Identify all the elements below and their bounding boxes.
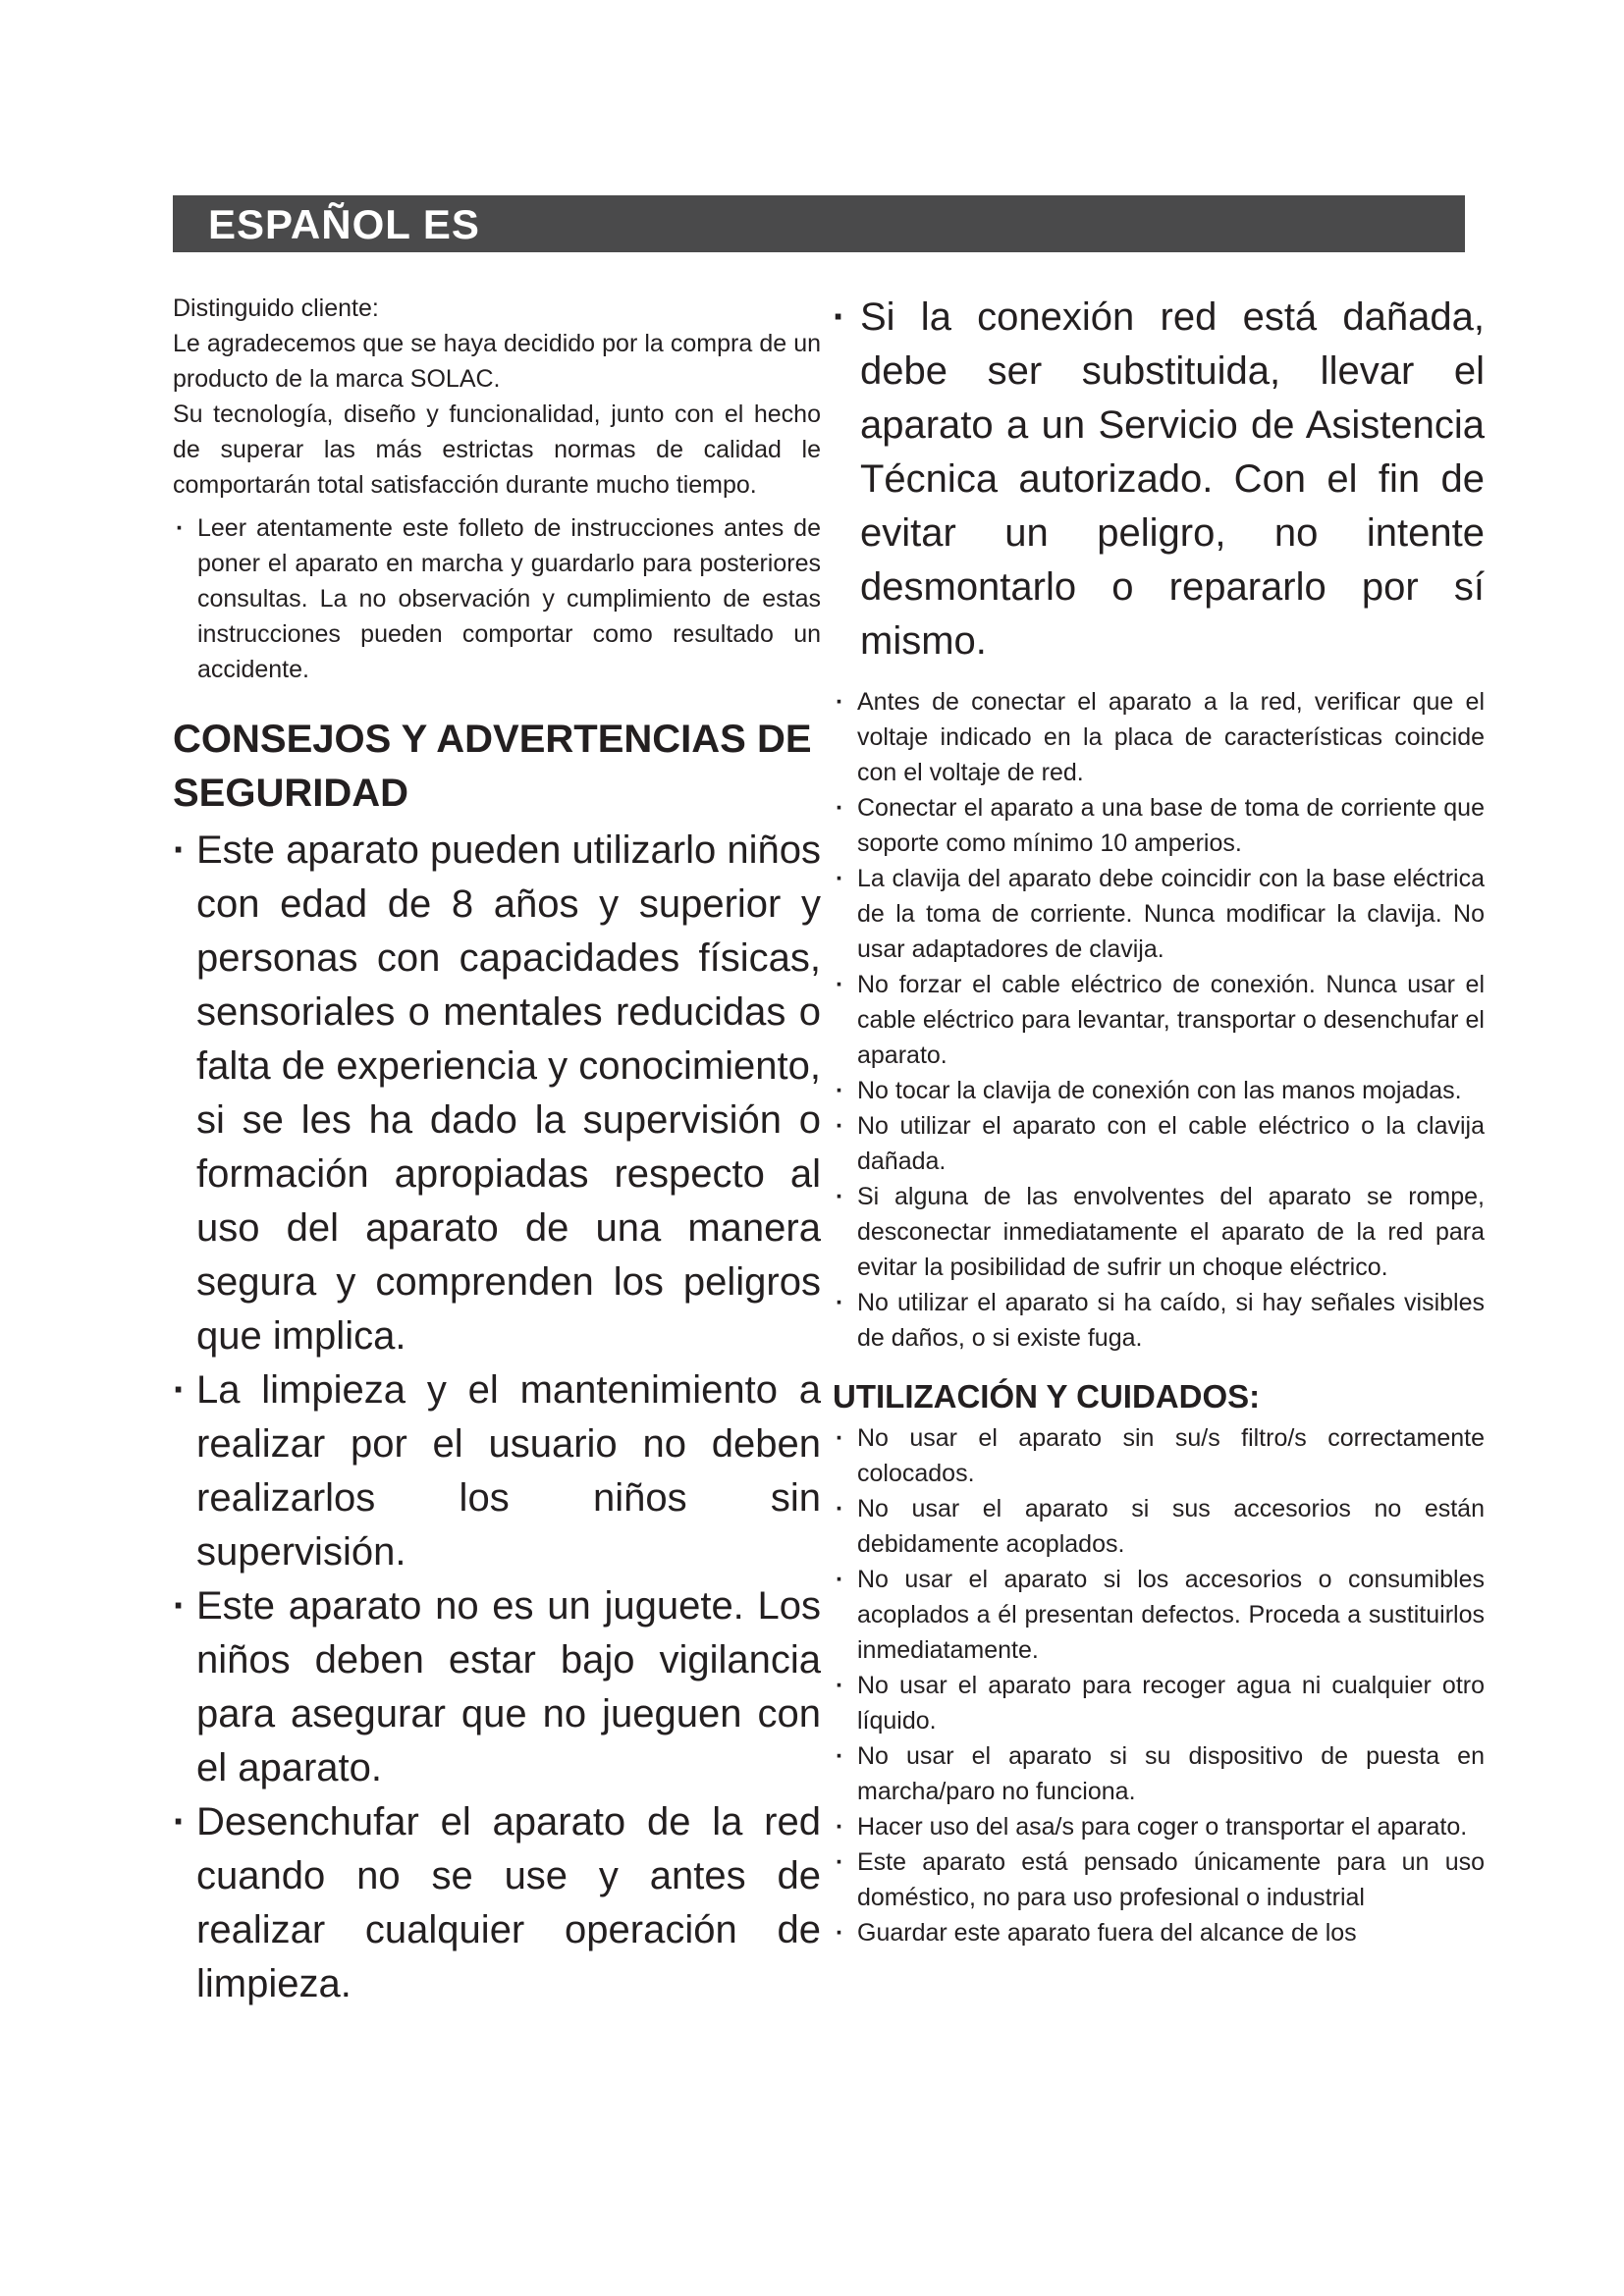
list-item: · No usar el aparato sin su/s filtro/s correctamente colocados. [833,1420,1485,1491]
list-item: · No usar el aparato si sus accesorios no están debidamente acoplados. [833,1491,1485,1562]
list-item: · Este aparato pueden utilizarlo niños con edad de 8 años y superior y personas con capacidades físicas, sensoriales o mentales reducidas o falta de experiencia y conocimiento, si se les ha dado la supervisión o formación apropiadas respecto al uso del aparato de una manera segura y comprenden los peligros que implica. [173,824,821,1363]
intro-bullets [173,510,821,687]
list-item: · Leer atentamente este folleto de instrucciones antes de poner el aparato en marcha y guardarlo para posteriores consultas. La no observación y cumplimiento de estas instrucciones pueden comportar como resultado un accidente. [173,510,821,687]
list-item: · Si alguna de las envolventes del aparato se rompe, desconectar inmediatamente el aparato de la red para evitar la posibilidad de sufrir un choque eléctrico. [833,1179,1485,1285]
list-item: · Guardar este aparato fuera del alcance de los [833,1915,1485,1950]
usage-heading: UTILIZACIÓN Y CUIDADOS: [833,1378,1261,1415]
list-item: · No usar el aparato si su dispositivo de puesta en marcha/paro no funciona. [833,1738,1485,1809]
list-item: · Este aparato no es un juguete. Los niños deben estar bajo vigilancia para asegurar que no jueguen con el aparato. [173,1579,821,1795]
section-title: ESPAÑOL ES [208,201,480,247]
intro-paragraph: Le agradecemos que se haya decidido por la compra de un producto de la marca SOLAC. [173,330,821,393]
safety-large-list-continued [833,291,1485,668]
list-item: · No utilizar el aparato si ha caído, si hay señales visibles de daños, o si existe fuga. [833,1285,1485,1356]
list-item: · Antes de conectar el aparato a la red, verificar que el voltaje indicado en la placa de características coincide con el voltaje de red. [833,684,1485,790]
safety-small-list [833,684,1485,1356]
list-item: · La clavija del aparato debe coincidir con la base eléctrica de la toma de corriente. Nunca modificar la clavija. No usar adaptadores de clavija. [833,861,1485,967]
list-item: · Si la conexión red está dañada, debe ser substituida, llevar el aparato a un Servicio de Asistencia Técnica autorizado. Con el fin de evitar un peligro, no intente desmontarlo o repararlo por sí mismo. [833,291,1485,668]
list-item: · Hacer uso del asa/s para coger o transportar el aparato. [833,1809,1485,1844]
list-item: · No tocar la clavija de conexión con las manos mojadas. [833,1073,1485,1108]
left-column [173,291,821,2011]
list-item: · Desenchufar el aparato de la red cuando no se use y antes de realizar cualquier operación de limpieza. [173,1795,821,2011]
intro-paragraph: Su tecnología, diseño y funcionalidad, junto con el hecho de superar las más estrictas normas de calidad le comportarán total satisfacción durante mucho tiempo. [173,400,821,499]
section-header-bar [173,195,1465,252]
safety-heading: CONSEJOS Y ADVERTENCIAS DE SEGURIDAD [173,718,812,815]
list-item: · Conectar el aparato a una base de toma de corriente que soporte como mínimo 10 amperios. [833,790,1485,861]
greeting: Distinguido cliente: [173,294,379,322]
right-column [833,291,1485,1950]
list-item: · La limpieza y el mantenimiento a realizar por el usuario no deben realizarlos los niños sin supervisión. [173,1363,821,1579]
list-item: · No usar el aparato para recoger agua ni cualquier otro líquido. [833,1668,1485,1738]
list-item: · No usar el aparato si los accesorios o consumibles acoplados a él presentan defectos. Proceda a sustituirlos inmediatamente. [833,1562,1485,1668]
usage-list [833,1420,1485,1950]
list-item: · No utilizar el aparato con el cable eléctrico o la clavija dañada. [833,1108,1485,1179]
list-item: · No forzar el cable eléctrico de conexión. Nunca usar el cable eléctrico para levantar, transportar o desenchufar el aparato. [833,967,1485,1073]
safety-large-list [173,824,821,2011]
list-item: · Este aparato está pensado únicamente para un uso doméstico, no para uso profesional o industrial [833,1844,1485,1915]
